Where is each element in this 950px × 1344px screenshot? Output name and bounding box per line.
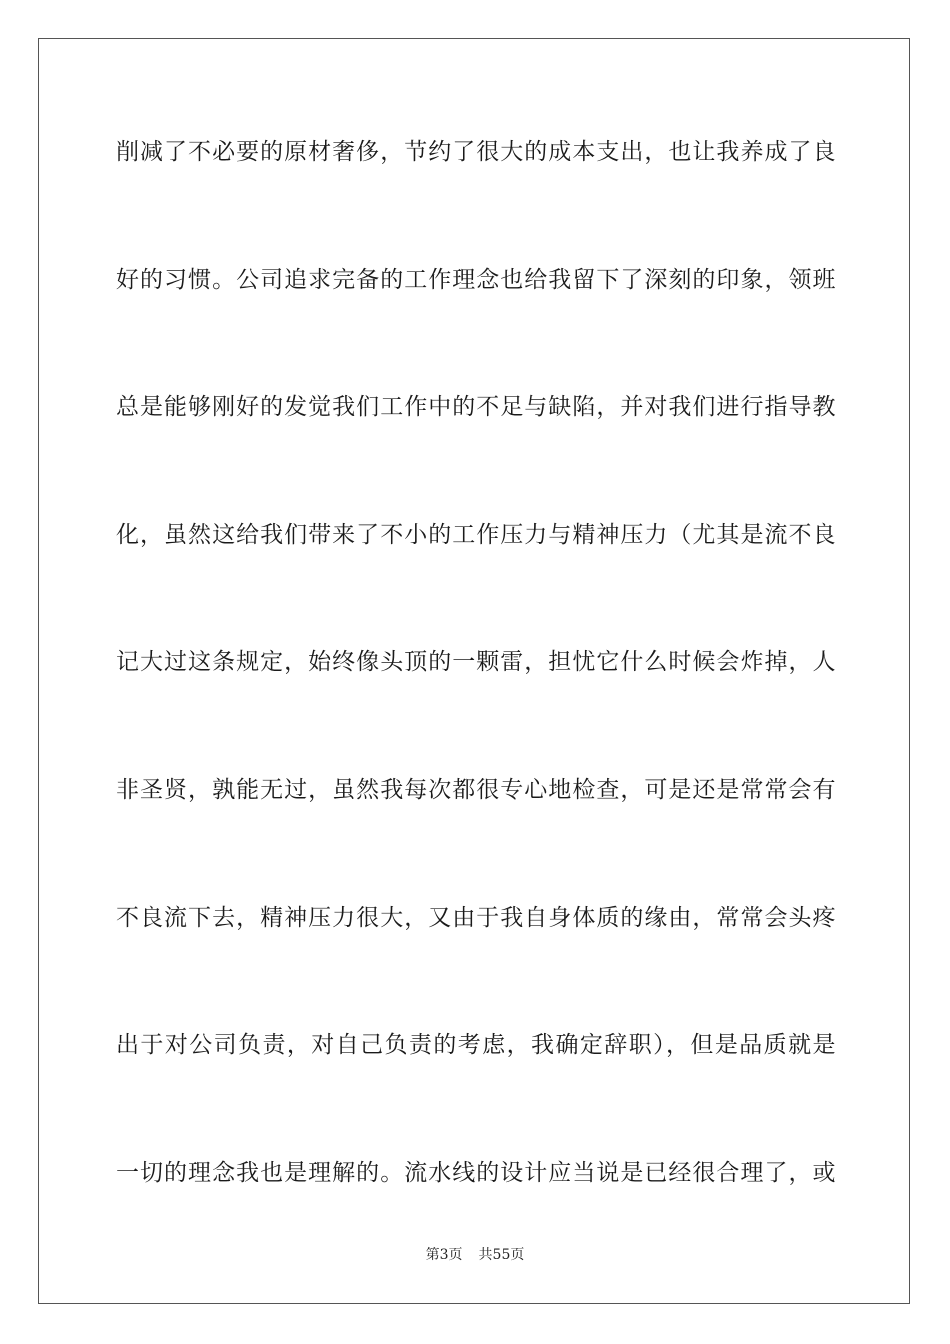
page-number: 第3页 [425,1247,463,1263]
text-line: 记大过这条规定，始终像头顶的一颗雷，担忧它什么时候会炸掉，人 [116,649,836,676]
text-line: 好的习惯。公司追求完备的工作理念也给我留下了深刻的印象，领班 [116,266,836,293]
text-line: 总是能够刚好的发觉我们工作中的不足与缺陷，并对我们进行指导教 [116,394,836,421]
page-footer [0,1244,950,1264]
text-line: 一切的理念我也是理解的。流水线的设计应当说是已经很合理了，或 [116,1159,836,1186]
page-total: 共55页 [478,1247,525,1263]
document-body [116,128,836,1276]
text-line: 出于对公司负责，对自己负责的考虑，我确定辞职），但是品质就是 [116,1032,836,1059]
text-line: 不良流下去，精神压力很大，又由于我自身体质的缘由，常常会头疼 [116,904,836,931]
text-line: 化，虽然这给我们带来了不小的工作压力与精神压力（尤其是流不良 [116,521,836,548]
text-line: 削减了不必要的原材奢侈，节约了很大的成本支出，也让我养成了良 [116,139,836,165]
text-line: 非圣贤，孰能无过，虽然我每次都很专心地检查，可是还是常常会有 [116,776,836,803]
